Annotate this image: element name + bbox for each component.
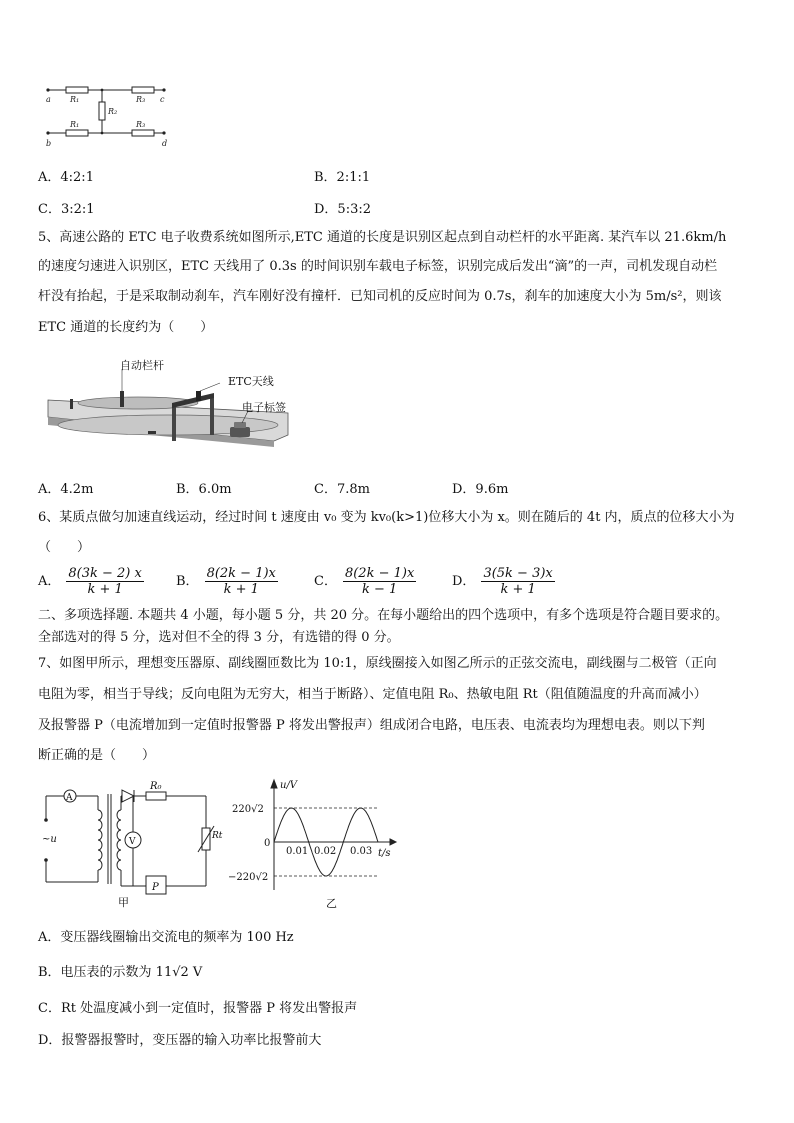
q6-option-c[interactable]	[314, 566, 416, 597]
tick-t2: 0.02	[314, 846, 337, 857]
tick-t3: 0.03	[350, 846, 373, 857]
r0-label: R₀	[150, 781, 162, 792]
q4-option-a[interactable]: A．4:2:1	[38, 170, 94, 185]
q7-option-c[interactable]: C．Rt 处温度减小到一定值时，报警器 P 将发出警报声	[38, 1001, 358, 1016]
r3-bot-label: R₃	[136, 120, 146, 129]
y-min-label: −220√2	[228, 872, 269, 883]
q7-stem-line1: 7、如图甲所示，理想变压器原、副线圈匝数比为 10:1，原线圈接入如图乙所示的正弦交流电，副线圈与二极管（正向	[38, 656, 717, 671]
q6-stem-line1: 6、某质点做匀加速直线运动，经过时间 t 速度由 v₀ 变为 kv₀(k>1)位移大小为 x。则在随后的 4t 内，质点的位移大小为	[38, 510, 735, 525]
q5-option-b[interactable]: B．6.0m	[176, 482, 232, 497]
q7-option-a[interactable]: A．变压器线圈输出交流电的频率为 100 Hz	[38, 930, 294, 945]
r3-top-label: R₃	[136, 95, 146, 104]
section2-heading-line1: 二、多项选择题. 本题共 4 小题，每小题 5 分，共 20 分。在每小题给出的四个选项中，有多个选项是符合题目要求的。	[38, 608, 729, 623]
r1-top-label: R₁	[70, 95, 80, 104]
fig-yi-caption: 乙	[326, 897, 337, 910]
bar-label: 自动栏杆	[120, 359, 164, 372]
q5-stem-line3: 杆没有抬起，于是采取制动刹车，汽车刚好没有撞杆．已知司机的反应时间为 0.7s，刹车的加速度大小为 5m/s²，则该	[38, 289, 722, 304]
q5-stem-line4: ETC 通道的长度约为（ ）	[38, 320, 214, 335]
y-axis-label: u/V	[280, 780, 298, 791]
y-max-label: 220√2	[232, 804, 264, 815]
q6-option-c-fraction: $\frac{8(2k - 1)x}{k - 1}$	[344, 566, 415, 597]
source-label: ~u	[42, 834, 57, 845]
q5-stem-line2: 的速度匀速进入识别区，ETC 天线用了 0.3s 的时间识别车载电子标签，识别完成后发出“滴”的一声，司机发现自动栏	[38, 259, 718, 274]
q7-stem-line4: 断正确的是（ ）	[38, 748, 156, 763]
q7-stem-line2: 电阻为零，相当于导线；反向电阻为无穷大，相当于断路）、定值电阻 R₀、热敏电阻 Rt（阻值随温度的升高而减小）	[38, 687, 707, 702]
q5-option-a[interactable]: A．4.2m	[38, 482, 94, 497]
voltmeter-label: V	[129, 837, 136, 847]
node-d: d	[162, 139, 168, 148]
alarm-p-label: P	[152, 882, 159, 893]
q7-option-d[interactable]: D．报警器报警时，变压器的输入功率比报警前大	[38, 1033, 322, 1048]
r2-label: R₂	[108, 107, 118, 116]
transformer-circuit-figure	[38, 780, 223, 910]
q6-option-d-label: D．	[452, 574, 476, 589]
node-c: c	[160, 95, 165, 104]
etc-lane-figure	[38, 355, 300, 470]
zero-label: 0	[264, 838, 271, 849]
q6-option-a-label: A．	[38, 574, 61, 589]
q5-option-c[interactable]: C．7.8m	[314, 482, 370, 497]
q6-option-b[interactable]	[176, 566, 278, 597]
q6-option-c-label: C．	[314, 574, 337, 589]
tag-label: 电子标签	[242, 401, 286, 414]
antenna-label: ETC天线	[228, 375, 274, 388]
q6-option-a-fraction: $\frac{8(3k - 2) x}{k + 1}$	[68, 566, 142, 597]
q7-option-b[interactable]: B．电压表的示数为 11√2 V	[38, 965, 203, 980]
x-axis-label: t/s	[378, 848, 391, 859]
rt-label: Rt	[212, 831, 223, 841]
q5-stem-line1: 5、高速公路的 ETC 电子收费系统如图所示,ETC 通道的长度是识别区起点到自动栏杆的水平距离. 某汽车以 21.6km/h	[38, 230, 727, 245]
q6-option-d[interactable]	[452, 566, 555, 597]
q6-stem-line2: （ ）	[38, 540, 91, 555]
q4-option-d[interactable]: D．5:3:2	[314, 202, 371, 217]
voltage-waveform-graph	[228, 776, 398, 911]
q6-option-d-fraction: $\frac{3(5k - 3)x}{k + 1}$	[483, 566, 553, 597]
resistor-network-figure	[40, 80, 180, 152]
q7-stem-line3: 及报警器 P（电流增加到一定值时报警器 P 将发出警报声）组成闭合电路，电压表、电流表均为理想电表。则以下判	[38, 718, 705, 733]
ammeter-label: A	[66, 793, 73, 803]
q5-option-d[interactable]: D．9.6m	[452, 482, 509, 497]
q6-option-b-fraction: $\frac{8(2k - 1)x}{k + 1}$	[206, 566, 276, 597]
node-a: a	[46, 95, 51, 104]
node-b: b	[46, 139, 52, 148]
q6-option-b-label: B．	[176, 574, 199, 589]
r1-bot-label: R₁	[70, 120, 80, 129]
q4-option-b[interactable]: B．2:1:1	[314, 170, 371, 185]
fig-jia-caption: 甲	[118, 896, 129, 909]
q6-option-a[interactable]	[38, 566, 144, 597]
q4-option-c[interactable]: C．3:2:1	[38, 202, 95, 217]
section2-heading-line2: 全部选对的得 5 分，选对但不全的得 3 分，有选错的得 0 分。	[38, 630, 400, 645]
tick-t1: 0.01	[286, 846, 309, 857]
